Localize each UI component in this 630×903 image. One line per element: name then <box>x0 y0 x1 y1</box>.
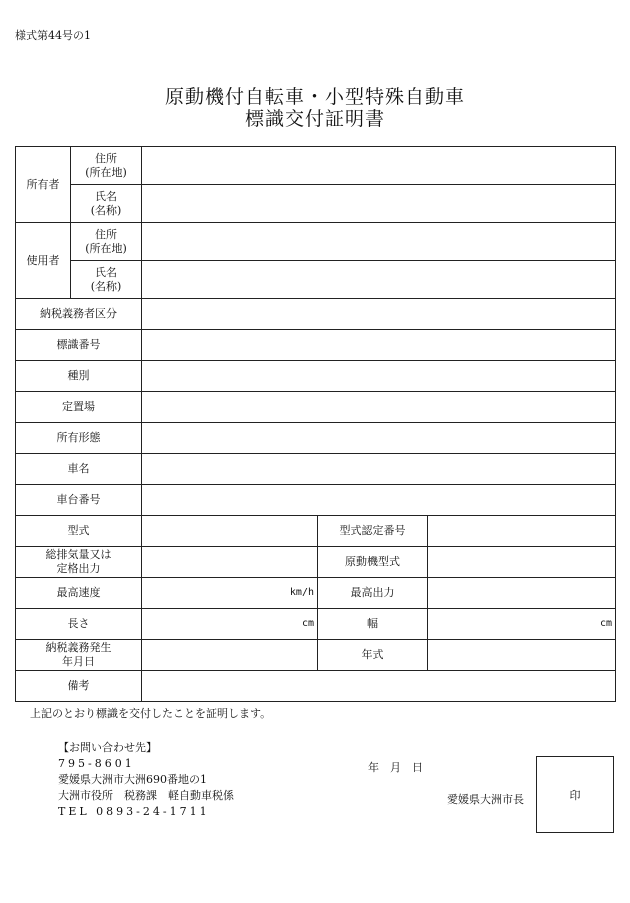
model-cert-no-field[interactable] <box>428 516 616 547</box>
km-h-unit: km/h <box>289 587 314 598</box>
width-unit: cm <box>599 618 613 629</box>
form-number: 様式第44号の1 <box>15 29 91 42</box>
user-name-label: 氏名 (名称) <box>71 261 142 299</box>
type-label: 種別 <box>16 361 142 392</box>
contact-heading: 【お問い合わせ先】 <box>58 741 157 754</box>
chassis-number-field[interactable] <box>142 485 616 516</box>
contact-phone: TEL 0893-24-1711 <box>58 805 210 818</box>
ownership-form-field[interactable] <box>142 423 616 454</box>
certification-text: 上記のとおり標識を交付したことを証明します。 <box>30 707 272 720</box>
user-label: 使用者 <box>16 223 71 299</box>
owner-name-row <box>16 185 616 223</box>
user-address-field[interactable] <box>142 223 616 261</box>
seal-box <box>536 756 614 833</box>
type-field[interactable] <box>142 361 616 392</box>
model-year-field[interactable] <box>428 640 616 671</box>
displacement-label: 総排気量又は 定格出力 <box>16 547 142 578</box>
engine-model-label: 原動機型式 <box>318 547 428 578</box>
storage-place-label: 定置場 <box>16 392 142 423</box>
width-field[interactable] <box>428 609 616 640</box>
certificate-form-table <box>15 146 616 702</box>
user-name-field[interactable] <box>142 261 616 299</box>
model-label: 型式 <box>16 516 142 547</box>
taxpayer-class-label: 納税義務者区分 <box>16 299 142 330</box>
contact-postal-code: 795-8601 <box>58 757 135 770</box>
user-address-row <box>16 223 616 261</box>
contact-department: 大洲市役所 税務課 軽自動車税係 <box>58 789 234 802</box>
plate-number-label: 標識番号 <box>16 330 142 361</box>
document-title: 原動機付自転車・小型特殊自動車 <box>164 86 465 108</box>
owner-address-label: 住所 (所在地) <box>71 147 142 185</box>
model-cert-no-label: 型式認定番号 <box>318 516 428 547</box>
model-field[interactable] <box>142 516 318 547</box>
max-speed-label: 最高速度 <box>16 578 142 609</box>
plate-number-field[interactable] <box>142 330 616 361</box>
owner-name-field[interactable] <box>142 185 616 223</box>
issuer-name: 愛媛県大洲市長 <box>447 793 524 806</box>
max-output-label: 最高出力 <box>318 578 428 609</box>
seal-label: 印 <box>569 788 581 802</box>
vehicle-name-field[interactable] <box>142 454 616 485</box>
chassis-number-label: 車台番号 <box>16 485 142 516</box>
owner-label: 所有者 <box>16 147 71 223</box>
displacement-field[interactable] <box>142 547 318 578</box>
length-label: 長さ <box>16 609 142 640</box>
storage-place-field[interactable] <box>142 392 616 423</box>
length-unit: cm <box>301 618 314 629</box>
max-speed-field[interactable] <box>142 578 318 609</box>
remarks-field[interactable] <box>142 671 616 702</box>
owner-address-field[interactable] <box>142 147 616 185</box>
tax-date-label: 納税義務発生 年月日 <box>16 640 142 671</box>
taxpayer-class-field[interactable] <box>142 299 616 330</box>
issue-date: 年 月 日 <box>368 761 423 774</box>
ownership-form-label: 所有形態 <box>16 423 142 454</box>
model-year-label: 年式 <box>318 640 428 671</box>
engine-model-field[interactable] <box>428 547 616 578</box>
contact-block <box>58 740 234 820</box>
owner-address-row <box>16 147 616 185</box>
user-address-label: 住所 (所在地) <box>71 223 142 261</box>
max-output-field[interactable] <box>428 578 616 609</box>
contact-address: 愛媛県大洲市大洲690番地の1 <box>58 773 207 786</box>
user-name-row <box>16 261 616 299</box>
width-label: 幅 <box>318 609 428 640</box>
vehicle-name-label: 車名 <box>16 454 142 485</box>
document-subtitle: 標識交付証明書 <box>244 108 385 130</box>
length-field[interactable] <box>142 609 318 640</box>
remarks-label: 備考 <box>16 671 142 702</box>
owner-name-label: 氏名 (名称) <box>71 185 142 223</box>
tax-date-field[interactable] <box>142 640 318 671</box>
